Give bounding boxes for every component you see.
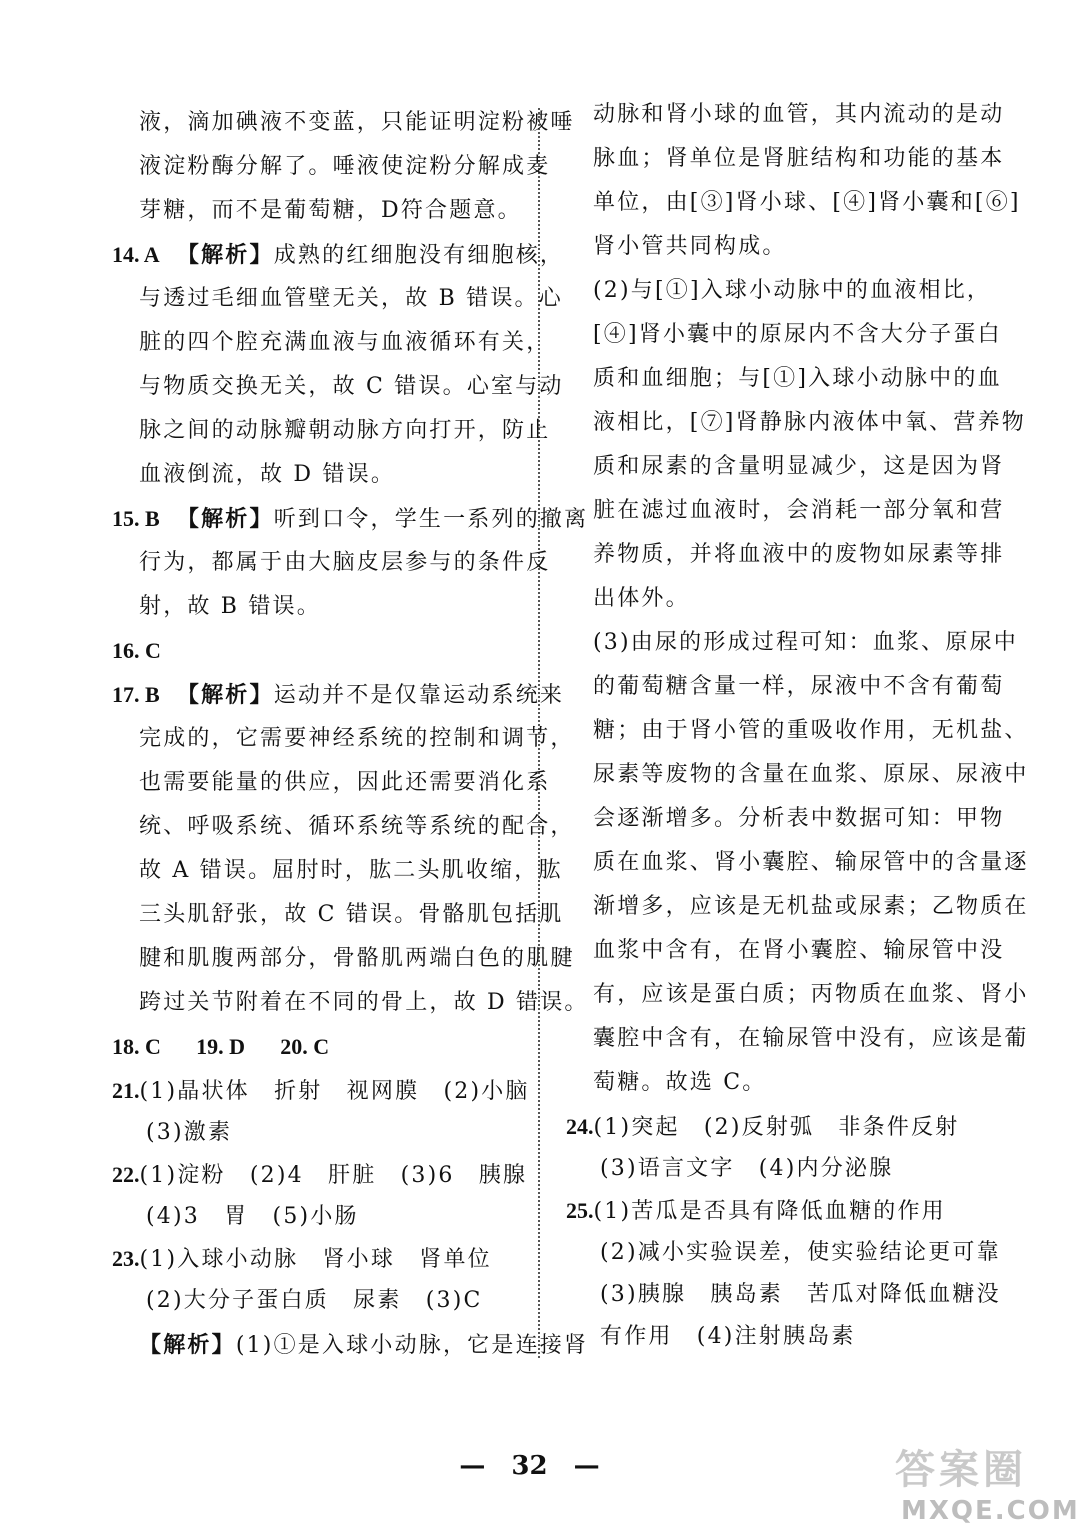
q14-first-line <box>112 240 564 271</box>
q23-cont-line-1: 动脉和肾小球的血管，其内流动的是动 <box>593 102 1005 127</box>
q17-first-line <box>112 680 564 711</box>
q23-cont-line-12: 出体外。 <box>593 586 690 611</box>
q23-cont-line-3: 单位，由[③]肾小球、[④]肾小囊和[⑥] <box>593 190 1021 215</box>
q23-cont-line-19: 渐增多，应该是无机盐或尿素；乙物质在 <box>593 894 1029 919</box>
q23-cont-line-21: 有，应该是蛋白质；丙物质在血浆、肾小 <box>593 982 1029 1007</box>
q21-line-1: (1)晶状体 折射 视网膜 (2)小脑 <box>139 1079 530 1104</box>
q23-first-line <box>112 1244 492 1275</box>
q23-line-2: (2)大分子蛋白质 尿素 (3)C <box>146 1288 483 1313</box>
q22-first-line <box>112 1160 527 1191</box>
watermark-bottom-text: MXQE.COM <box>901 1496 1080 1526</box>
q23-cont-line-22: 囊腔中含有，在输尿管中没有，应该是葡 <box>593 1026 1029 1051</box>
q17-line-4: 统、呼吸系统、循环系统等系统的配合， <box>139 814 575 839</box>
q14-line-6: 血液倒流，故 D 错误。 <box>139 462 396 487</box>
q25-number: 25. <box>566 1198 594 1223</box>
q25-first-line <box>566 1196 946 1227</box>
q23-line-1: (1)入球小动脉 肾小球 肾单位 <box>139 1247 492 1272</box>
q24-line-1: (1)突起 (2)反射弧 非条件反射 <box>593 1115 960 1140</box>
q21-number: 21. <box>112 1078 140 1103</box>
q22-line-2: (4)3 胃 (5)小肠 <box>146 1204 359 1229</box>
q19-answer: 19. D <box>196 1034 245 1059</box>
q22-number: 22. <box>112 1162 140 1187</box>
q14-line-5: 脉之间的动脉瓣朝动脉方向打开，防止 <box>139 418 551 443</box>
q24-number: 24. <box>566 1114 594 1139</box>
q23-cont-line-23: 萄糖。故选 C。 <box>593 1070 767 1095</box>
watermark-logo <box>895 1447 1080 1534</box>
q15-first-line <box>112 504 588 535</box>
q23-cont-line-15: 糖；由于肾小管的重吸收作用，无机盐、 <box>593 718 1029 743</box>
q18-20-answers <box>112 1032 329 1063</box>
q23-cont-line-20: 血浆中含有，在肾小囊腔、输尿管中没 <box>593 938 1005 963</box>
q14-line-4: 与物质交换无关，故 C 错误。心室与动 <box>139 374 564 399</box>
q16-answer: 16. C <box>112 638 161 663</box>
q23-analysis-tag: 【解析】 <box>139 1332 236 1358</box>
page-number: — 32 — <box>459 1451 600 1481</box>
q17-answer: 17. B <box>112 682 160 707</box>
q25-line-3: (3)胰腺 胰岛素 苦瓜对降低血糖没 <box>600 1282 1001 1307</box>
q15-answer: 15. B <box>112 506 160 531</box>
q14-line-2: 与透过毛细血管壁无关，故 B 错误。心 <box>139 286 563 311</box>
q25-line-4: 有作用 (4)注射胰岛素 <box>600 1324 856 1349</box>
q17-line-6: 三头肌舒张，故 C 错误。骨骼肌包括肌 <box>139 902 564 927</box>
q13-line-1: 液，滴加碘液不变蓝，只能证明淀粉被唾 <box>139 110 575 135</box>
q23-cont-line-10: 脏在滤过血液时，会消耗一部分氧和营 <box>593 498 1005 523</box>
q14-line-1: 成熟的红细胞没有细胞核， <box>273 243 565 268</box>
q14-line-3: 脏的四个腔充满血液与血液循环有关， <box>139 330 551 355</box>
q21-line-2: (3)激素 <box>146 1120 233 1145</box>
q23-line-3: (1)①是入球小动脉，它是连接肾 <box>235 1333 589 1358</box>
q17-line-3: 也需要能量的供应，因此还需要消化系 <box>139 770 551 795</box>
q23-analysis-line <box>139 1330 588 1361</box>
q15-line-2: 行为，都属于由大脑皮层参与的条件反 <box>139 550 551 575</box>
q17-line-5: 故 A 错误。屈肘时，肱二头肌收缩，肱 <box>139 858 563 883</box>
q20-answer: 20. C <box>280 1034 330 1059</box>
q23-cont-line-5: (2)与[①]入球小动脉中的血液相比， <box>593 278 992 303</box>
q17-line-8: 跨过关节附着在不同的骨上，故 D 错误。 <box>139 990 589 1015</box>
watermark-top-text: 答案圈 <box>895 1447 1027 1493</box>
q17-line-7: 腱和肌腹两部分，骨骼肌两端白色的肌腱 <box>139 946 575 971</box>
q23-cont-line-18: 质在血浆、肾小囊腔、输尿管中的含量逐 <box>593 850 1029 875</box>
q21-first-line <box>112 1076 530 1107</box>
q23-cont-line-17: 会逐渐增多。分析表中数据可知：甲物 <box>593 806 1005 831</box>
q23-number: 23. <box>112 1246 140 1271</box>
q25-line-1: (1)苦瓜是否具有降低血糖的作用 <box>593 1199 946 1224</box>
q23-cont-line-14: 的葡萄糖含量一样，尿液中不含有葡萄 <box>593 674 1005 699</box>
q17-analysis-tag: 【解析】 <box>176 682 274 708</box>
q15-line-3: 射，故 B 错误。 <box>139 594 321 619</box>
q23-cont-line-8: 液相比，[⑦]肾静脉内液体中氧、营养物 <box>593 410 1026 435</box>
q23-cont-line-13: (3)由尿的形成过程可知：血浆、原尿中 <box>593 630 1018 655</box>
q14-answer: 14. A <box>112 242 160 267</box>
q15-analysis-tag: 【解析】 <box>176 506 274 532</box>
q18-answer: 18. C <box>112 1034 161 1059</box>
q22-line-1: (1)淀粉 (2)4 肝脏 (3)6 胰腺 <box>139 1163 528 1188</box>
q17-line-1: 运动并不是仅靠运动系统来 <box>273 683 565 708</box>
q15-line-1: 听到口令，学生一系列的撤离 <box>273 507 589 532</box>
q23-cont-line-2: 脉血；肾单位是肾脏结构和功能的基本 <box>593 146 1005 171</box>
q25-line-2: (2)减小实验误差，使实验结论更可靠 <box>600 1240 1001 1265</box>
q14-analysis-tag: 【解析】 <box>176 242 274 268</box>
q17-line-2: 完成的，它需要神经系统的控制和调节， <box>139 726 575 751</box>
q23-cont-line-4: 肾小管共同构成。 <box>593 234 787 259</box>
q13-line-2: 液淀粉酶分解了。唾液使淀粉分解成麦 <box>139 154 551 179</box>
q24-first-line <box>566 1112 959 1143</box>
q13-line-3: 芽糖，而不是葡萄糖，D符合题意。 <box>139 198 522 223</box>
q23-cont-line-6: [④]肾小囊中的原尿内不含大分子蛋白 <box>593 322 1002 347</box>
q23-cont-line-16: 尿素等废物的含量在血浆、原尿、尿液中 <box>593 762 1029 787</box>
q24-line-2: (3)语言文字 (4)内分泌腺 <box>600 1156 894 1181</box>
q23-cont-line-11: 养物质，并将血液中的废物如尿素等排 <box>593 542 1005 567</box>
q23-cont-line-9: 质和尿素的含量明显减少，这是因为肾 <box>593 454 1005 479</box>
q23-cont-line-7: 质和血细胞；与[①]入球小动脉中的血 <box>593 366 1002 391</box>
